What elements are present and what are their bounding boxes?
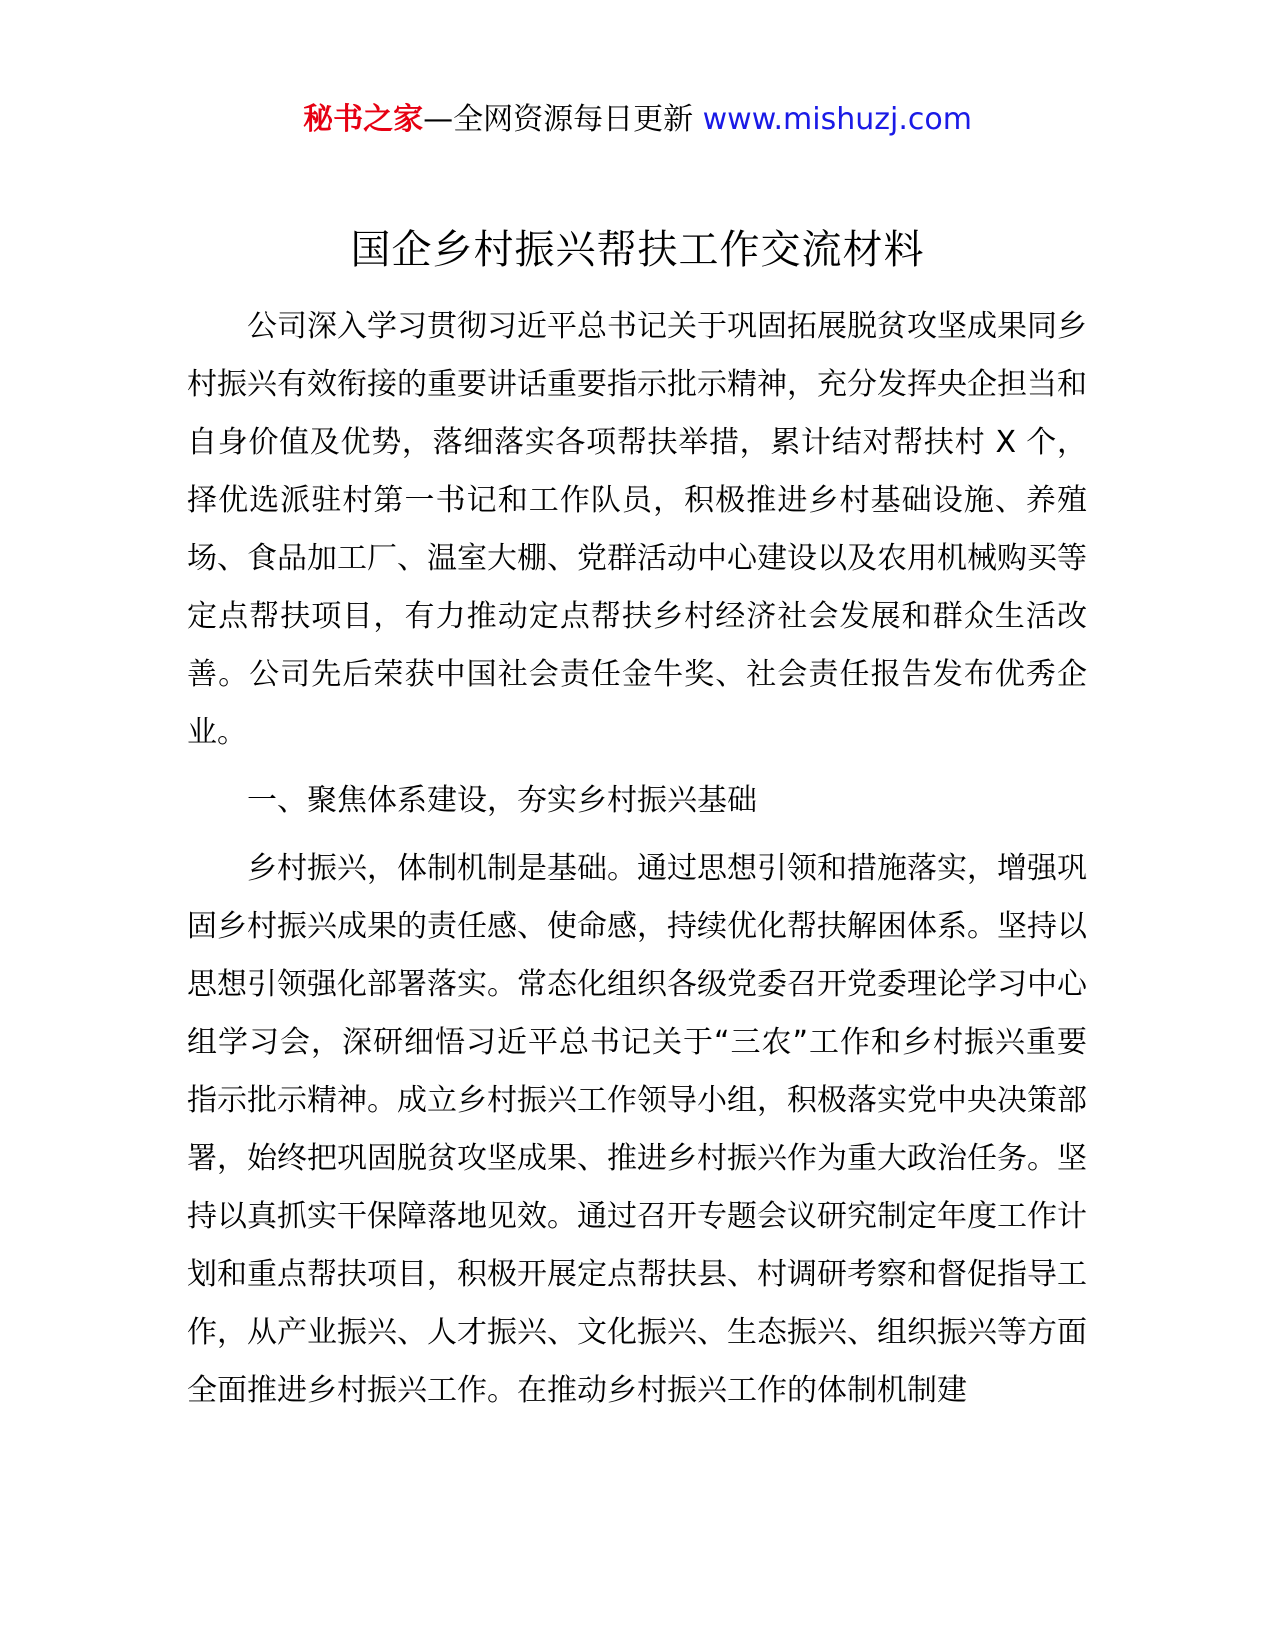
- intro-paragraph: 公司深入学习贯彻习近平总书记关于巩固拓展脱贫攻坚成果同乡村振兴有效衔接的重要讲话重要指示批示精神，充分发挥央企担当和自身价值及优势，落细落实各项帮扶举措，累计结对帮扶村 X 个，择优选派驻村第一书记和工作队员，积极推进乡村基础设施、养殖场、食品加工厂、温室大棚、党群活动中心建设以及农用机械购买等定点帮扶项目，有力推动定点帮扶乡村经济社会发展和群众生活改善。公司先后荣获中国社会责任金牛奖、社会责任报告发布优秀企业。: [187, 309, 1087, 750]
- section-heading-1: 一、聚焦体系建设，夯实乡村振兴基础: [247, 783, 757, 818]
- banner-brand: 秘书之家: [303, 102, 424, 137]
- body-paragraph: 乡村振兴，体制机制是基础。通过思想引领和措施落实，增强巩固乡村振兴成果的责任感、使命感，持续优化帮扶解困体系。坚持以思想引领强化部署落实。常态化组织各级党委召开党委理论学习中心组学习会，深研细悟习近平总书记关于“三农”工作和乡村振兴重要指示批示精神。成立乡村振兴工作领导小组，积极落实党中央决策部署，始终把巩固脱贫攻坚成果、推进乡村振兴作为重大政治任务。坚持以真抓实干保障落地见效。通过召开专题会议研究制定年度工作计划和重点帮扶项目，积极开展定点帮扶县、村调研考察和督促指导工作，从产业振兴、人才振兴、文化振兴、生态振兴、组织振兴等方面全面推进乡村振兴工作。在推动乡村振兴工作的体制机制建: [187, 851, 1087, 1408]
- document-body: [187, 298, 1087, 1420]
- site-banner: [0, 100, 1275, 140]
- banner-tagline: —全网资源每日更新: [423, 102, 694, 137]
- banner-url-link[interactable]: www.mishuzj.com: [702, 102, 972, 137]
- document-title: 国企乡村振兴帮扶工作交流材料: [350, 227, 925, 273]
